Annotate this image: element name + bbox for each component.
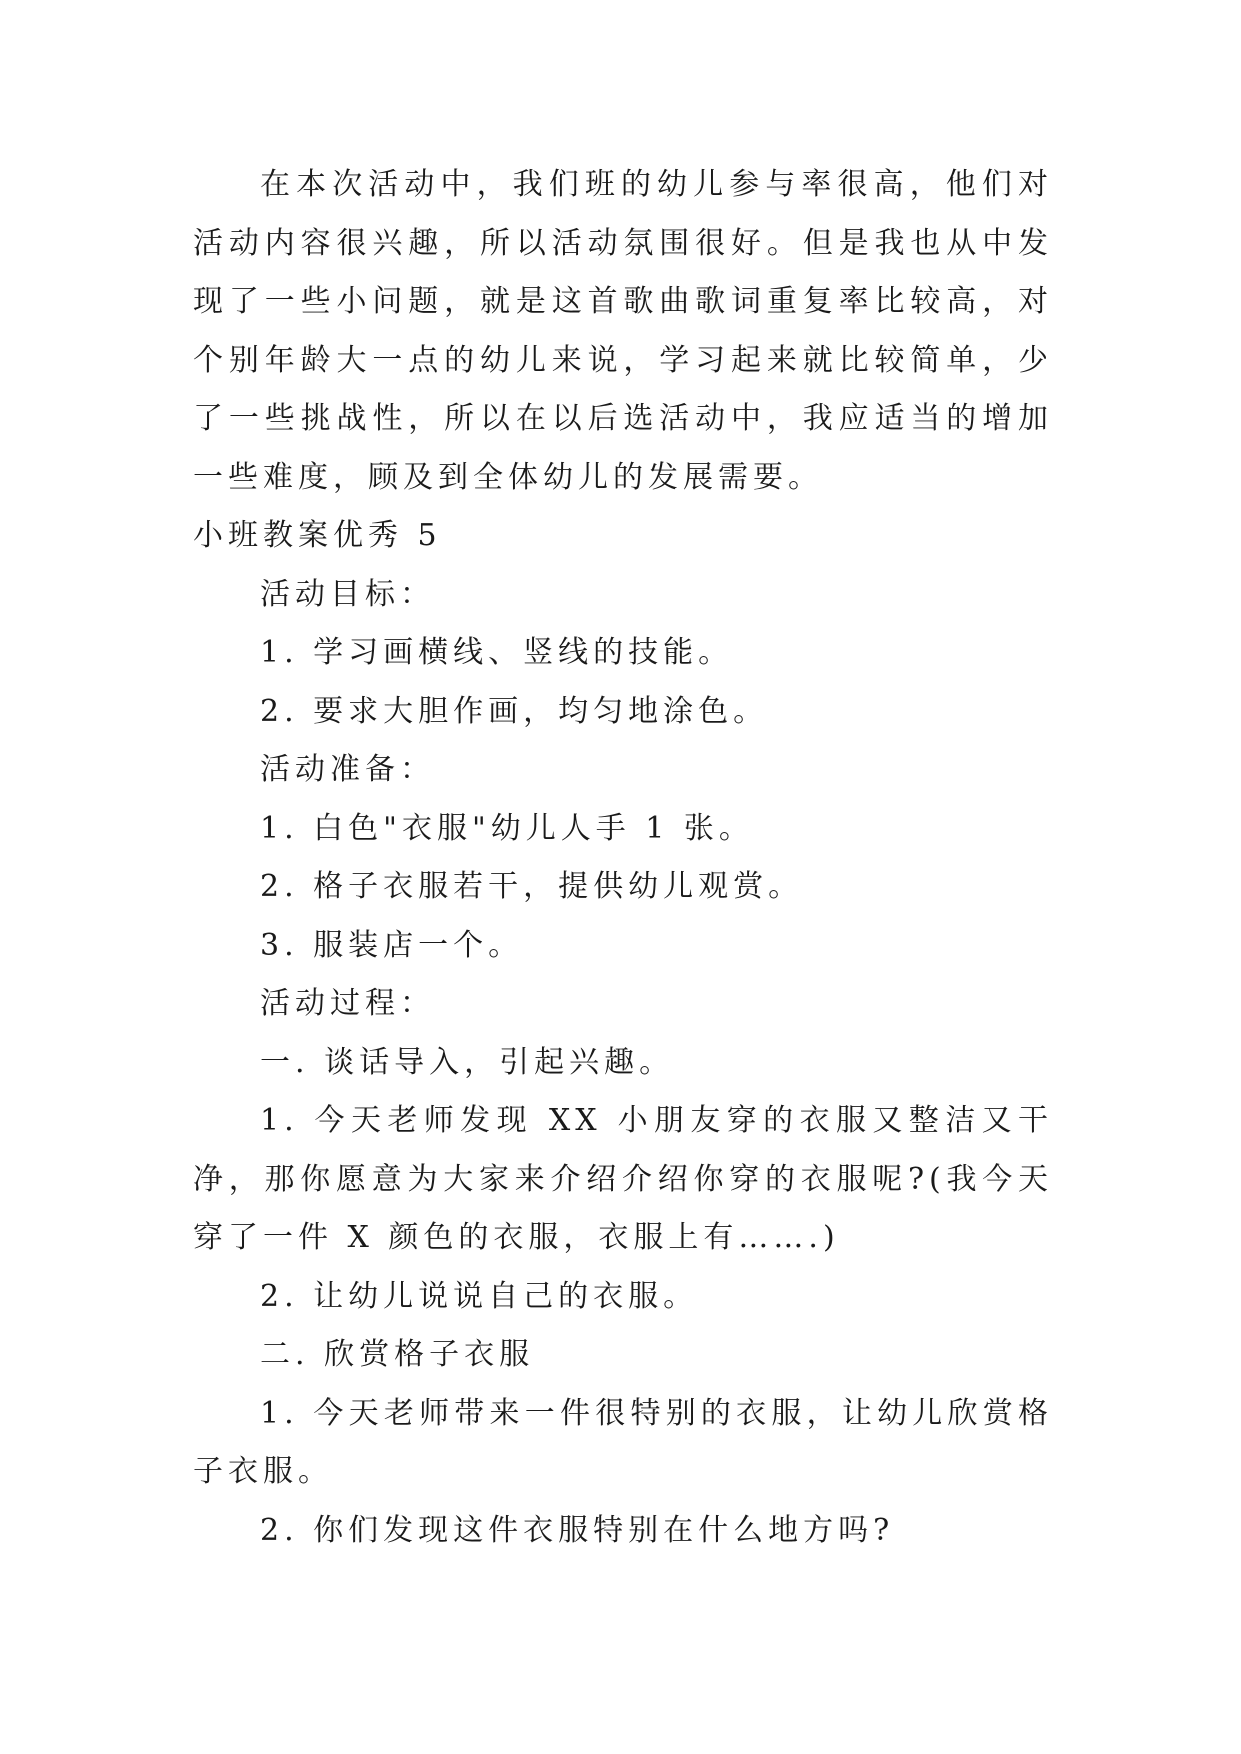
step1-item-1: 1. 今天老师发现 XX 小朋友穿的衣服又整洁又干净，那你愿意为大家来介绍介绍你穿的衣服呢?(我今天穿了一件 X 颜色的衣服，衣服上有…….) bbox=[193, 1103, 1053, 1255]
goal-item: 1. 学习画横线、竖线的技能。 bbox=[260, 635, 734, 670]
step1-heading: 一. 谈话导入，引起兴趣。 bbox=[260, 1044, 675, 1080]
section-title: 小班教案优秀 5 bbox=[193, 518, 442, 553]
step2-item-2: 2. 你们发现这件衣服特别在什么地方吗? bbox=[260, 1512, 895, 1548]
process-heading: 活动过程： bbox=[260, 986, 435, 1021]
prep-heading: 活动准备： bbox=[260, 752, 435, 787]
step2-item-1: 1. 今天老师带来一件很特别的衣服，让幼儿欣赏格子衣服。 bbox=[193, 1395, 1053, 1489]
document-body bbox=[193, 156, 1053, 1560]
prep-item: 1. 白色"衣服"幼儿人手 1 张。 bbox=[260, 810, 754, 846]
step2-heading: 二. 欣赏格子衣服 bbox=[260, 1337, 535, 1372]
goal-item: 2. 要求大胆作画，均匀地涂色。 bbox=[260, 693, 769, 729]
prep-item: 2. 格子衣服若干，提供幼儿观赏。 bbox=[260, 869, 804, 904]
goals-heading: 活动目标： bbox=[260, 576, 435, 612]
step1-item-2: 2. 让幼儿说说自己的衣服。 bbox=[260, 1278, 699, 1314]
intro-paragraph: 在本次活动中，我们班的幼儿参与率很高，他们对活动内容很兴趣，所以活动氛围很好。但是我也从中发现了一些小问题，就是这首歌曲歌词重复率比较高，对个别年龄大一点的幼儿来说，学习起来就比较简单，少了一些挑战性，所以在以后选活动中，我应适当的增加一些难度，顾及到全体幼儿的发展需要。 bbox=[193, 167, 1053, 495]
prep-item: 3. 服装店一个。 bbox=[260, 927, 524, 963]
